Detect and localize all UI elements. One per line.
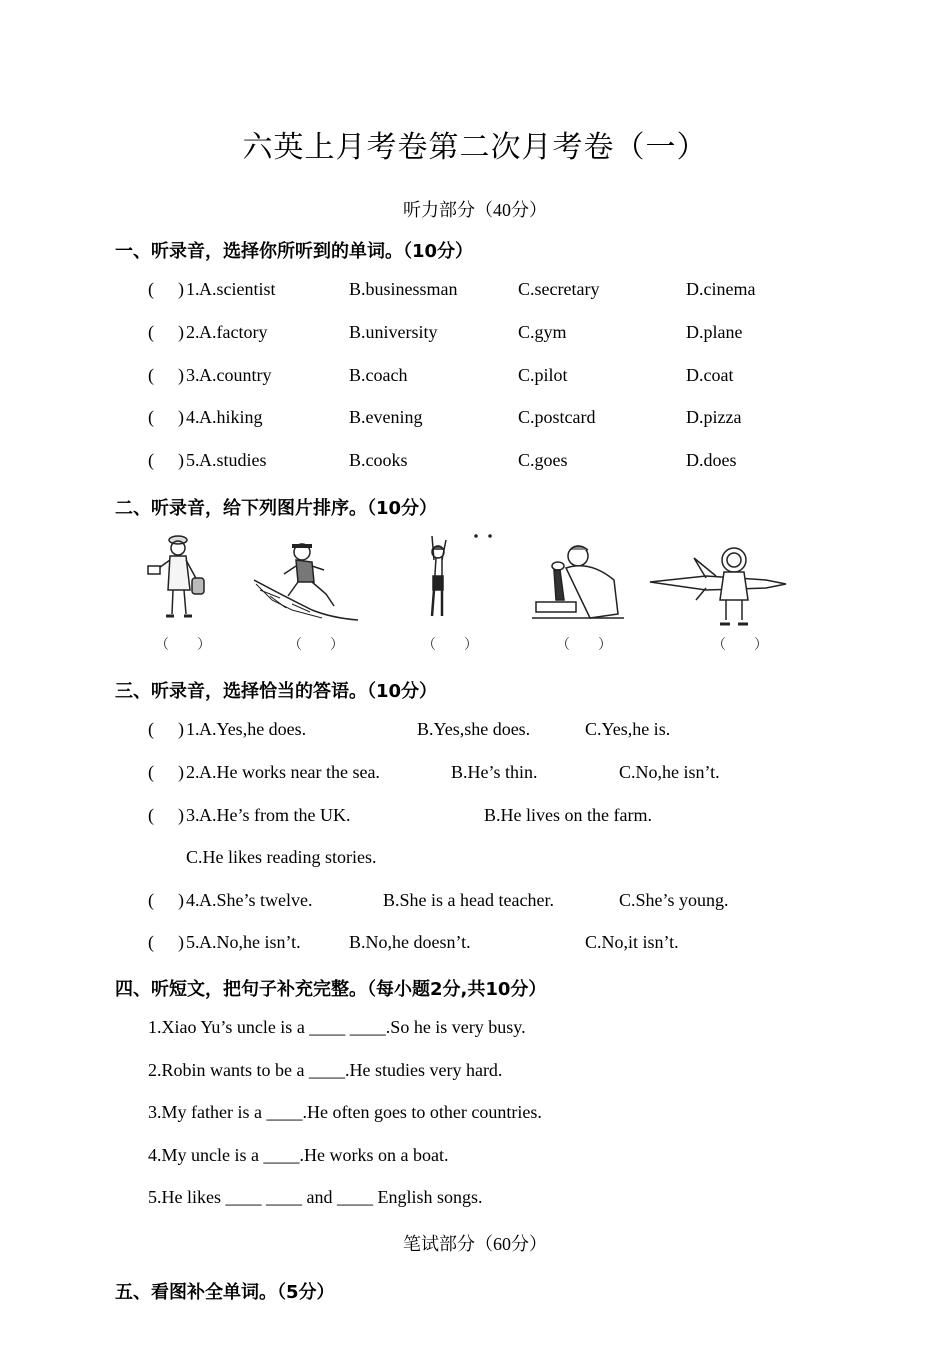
option-c: C.She’s young. xyxy=(619,890,729,910)
option-c: C.Yes,he is. xyxy=(585,719,671,739)
section4-heading: 四、听短文，把句子补充完整。（每小题2分,共10分） xyxy=(115,979,547,1000)
answer-paren-close: ) xyxy=(178,932,184,952)
answer-paren-open[interactable]: ( xyxy=(148,805,154,825)
question-number: 4. xyxy=(186,890,200,910)
option-b: B.No,he doesn’t. xyxy=(349,932,471,952)
writing-header: 笔试部分（60分） xyxy=(403,1234,547,1254)
question-number: 1. xyxy=(186,279,200,299)
question-number: 4. xyxy=(186,407,200,427)
section1-heading: 一、听录音，选择你所听到的单词。（10分） xyxy=(115,241,474,262)
option-c: C.No,it isn’t. xyxy=(585,932,679,952)
pilot-picture xyxy=(646,538,790,630)
answer-paren-close: ) xyxy=(178,365,184,385)
answer-paren-open[interactable]: ( xyxy=(148,407,154,427)
question-number: 5. xyxy=(186,932,200,952)
section3-heading: 三、听录音，选择恰当的答语。（10分） xyxy=(115,681,438,702)
answer-paren-open[interactable]: ( xyxy=(148,365,154,385)
option-d: D.pizza xyxy=(686,407,742,427)
sentence-2: 2.Robin wants to be a ____.He studies very hard. xyxy=(148,1060,503,1080)
question-number: 2. xyxy=(186,322,200,342)
option-a: A.studies xyxy=(199,450,267,470)
answer-paren-open[interactable]: ( xyxy=(148,762,154,782)
sentence-5: 5.He likes ____ ____ and ____ English songs. xyxy=(148,1187,483,1207)
option-c: C.No,he isn’t. xyxy=(619,762,720,782)
option-c: C.secretary xyxy=(518,279,600,299)
option-b: B.She is a head teacher. xyxy=(383,890,554,910)
section5-heading: 五、看图补全单词。（5分） xyxy=(115,1282,335,1303)
option-b: B.coach xyxy=(349,365,408,385)
question-number: 5. xyxy=(186,450,200,470)
sentence-4: 4.My uncle is a ____.He works on a boat. xyxy=(148,1145,449,1165)
listening-header: 听力部分（40分） xyxy=(403,200,547,220)
answer-paren-close: ) xyxy=(178,279,184,299)
question-number: 3. xyxy=(186,365,200,385)
question-number: 3. xyxy=(186,805,200,825)
option-b: B.He lives on the farm. xyxy=(484,805,652,825)
option-d: D.plane xyxy=(686,322,743,342)
option-d: D.coat xyxy=(686,365,734,385)
answer-paren-open[interactable]: ( xyxy=(148,719,154,739)
answer-paren-open[interactable]: ( xyxy=(148,279,154,299)
option-b: B.evening xyxy=(349,407,423,427)
answer-paren-close: ) xyxy=(178,450,184,470)
option-c: C.goes xyxy=(518,450,568,470)
sentence-1: 1.Xiao Yu’s uncle is a ____ ____.So he is very busy. xyxy=(148,1017,526,1037)
option-d: D.cinema xyxy=(686,279,756,299)
scientist-picture xyxy=(530,540,630,626)
picture-blank-5[interactable]: （ ） xyxy=(712,638,768,653)
option-c: C.He likes reading stories. xyxy=(186,847,377,867)
answer-paren-close: ) xyxy=(178,890,184,910)
option-a: A.No,he isn’t. xyxy=(199,932,301,952)
question-number: 1. xyxy=(186,719,200,739)
option-b: B.university xyxy=(349,322,438,342)
waving-boy-picture xyxy=(420,530,500,622)
option-c: C.pilot xyxy=(518,365,568,385)
option-a: A.scientist xyxy=(199,279,276,299)
answer-paren-close: ) xyxy=(178,719,184,739)
page-title: 六英上月考卷第二次月考卷（一） xyxy=(242,131,708,164)
option-b: B.He’s thin. xyxy=(451,762,538,782)
option-a: A.hiking xyxy=(199,407,263,427)
answer-paren-open[interactable]: ( xyxy=(148,450,154,470)
option-c: C.postcard xyxy=(518,407,596,427)
answer-paren-close: ) xyxy=(178,322,184,342)
option-a: A.factory xyxy=(199,322,268,342)
option-b: B.businessman xyxy=(349,279,458,299)
section2-heading: 二、听录音，给下列图片排序。（10分） xyxy=(115,498,438,519)
option-b: B.cooks xyxy=(349,450,408,470)
answer-paren-open[interactable]: ( xyxy=(148,932,154,952)
question-number: 2. xyxy=(186,762,200,782)
answer-paren-open[interactable]: ( xyxy=(148,890,154,910)
answer-paren-open[interactable]: ( xyxy=(148,322,154,342)
answer-paren-close: ) xyxy=(178,407,184,427)
picture-blank-2[interactable]: （ ） xyxy=(288,638,344,653)
answer-paren-close: ) xyxy=(178,805,184,825)
option-a: A.He works near the sea. xyxy=(199,762,380,782)
sentence-3: 3.My father is a ____.He often goes to other countries. xyxy=(148,1102,542,1122)
option-c: C.gym xyxy=(518,322,567,342)
option-a: A.He’s from the UK. xyxy=(199,805,351,825)
picture-blank-4[interactable]: （ ） xyxy=(556,638,612,653)
answer-paren-close: ) xyxy=(178,762,184,782)
option-a: A.country xyxy=(199,365,272,385)
option-b: B.Yes,she does. xyxy=(417,719,531,739)
picture-blank-1[interactable]: （ ） xyxy=(155,638,211,653)
hiker-picture xyxy=(252,540,360,624)
option-a: A.Yes,he does. xyxy=(199,719,307,739)
option-a: A.She’s twelve. xyxy=(199,890,313,910)
picture-blank-3[interactable]: （ ） xyxy=(422,638,478,653)
option-d: D.does xyxy=(686,450,737,470)
postman-picture xyxy=(140,530,210,622)
